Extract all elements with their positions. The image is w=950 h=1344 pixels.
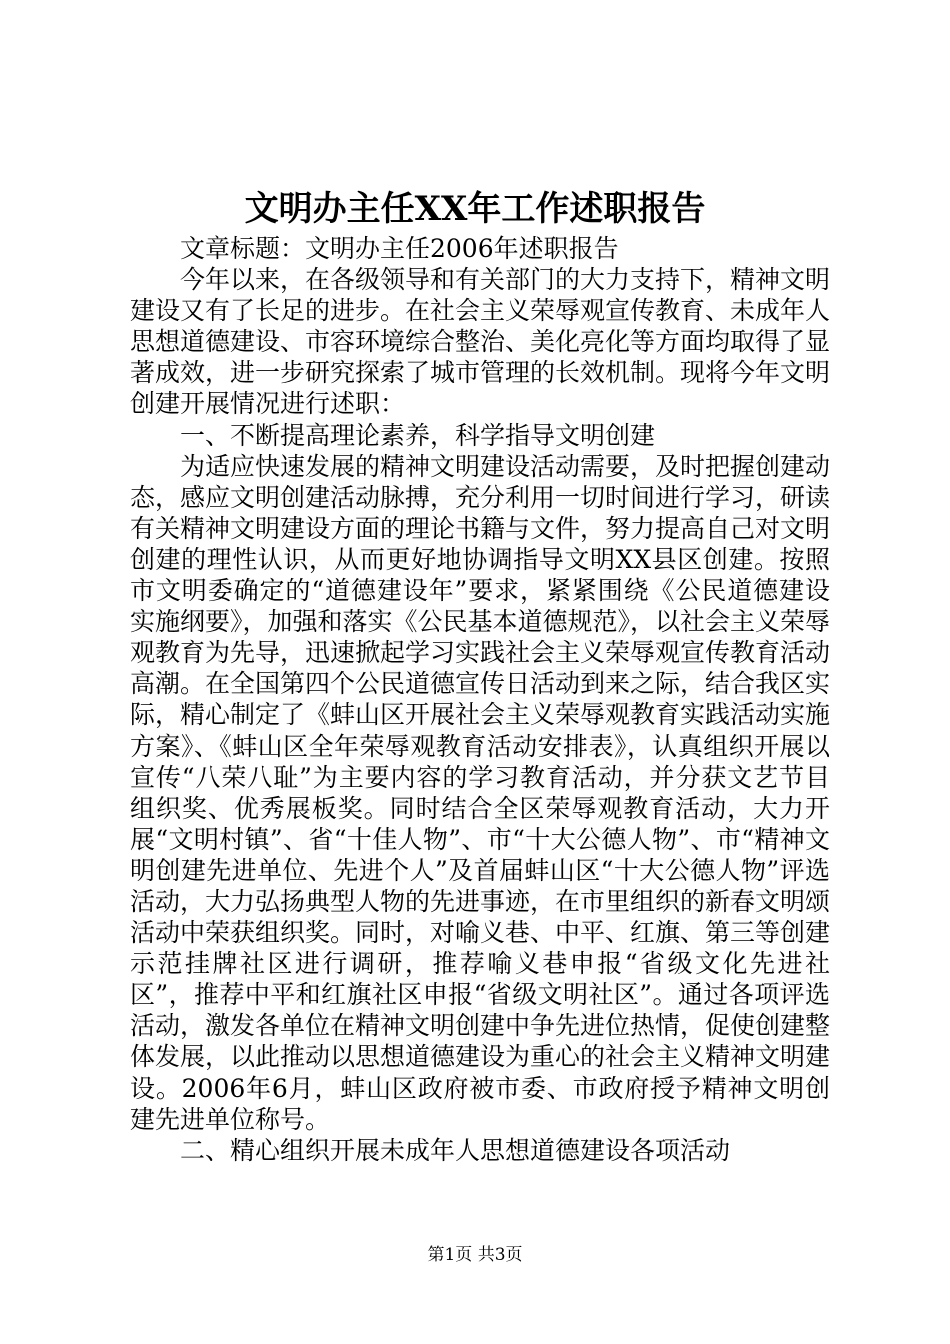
document-body: [130, 233, 830, 1166]
section-heading-1: 一、不断提高理论素养，科学指导文明创建: [180, 420, 656, 450]
section-heading-2: 二、精心组织开展未成年人思想道德建设各项活动: [180, 1135, 731, 1165]
page-footer: 第1页 共3页: [427, 1245, 523, 1265]
section-1-paragraph: 为适应快速发展的精神文明建设活动需要，及时把握创建动态，感应文明创建活动脉搏，充分利用一切时间进行学习，研读有关精神文明建设方面的理论书籍与文件，努力提高自己对文明创建的理性认识，从而更好地协调指导文明XX县区创建。按照市文明委确定的“道德建设年”要求，紧紧围绕《公民道德建设实施纲要》，加强和落实《公民基本道德规范》，以社会主义荣辱观教育为先导，迅速掀起学习实践社会主义荣辱观宣传教育活动高潮。在全国第四个公民道德宣传日活动到来之际，结合我区实际，精心制定了《蚌山区开展社会主义荣辱观教育实践活动实施方案》、《蚌山区全年荣辱观教育活动安排表》，认真组织开展以宣传“八荣八耻”为主要内容的学习教育活动，并分获文艺节目组织奖、优秀展板奖。同时结合全区荣辱观教育活动，大力开展“文明村镇”、省“十佳人物”、市“十大公德人物”、市“精神文明创建先进单位、先进个人”及首届蚌山区“十大公德人物”评选活动，大力弘扬典型人物的先进事迹，在市里组织的新春文明颂活动中荣获组织奖。同时，对喻义巷、中平、红旗、第三等创建示范挂牌社区进行调研，推荐喻义巷申报“省级文化先进社区”，推荐中平和红旗社区申报“省级文明社区”。通过各项评选活动，激发各单位在精神文明创建中争先进位热情，促使创建整体发展，以此推动以思想道德建设为重心的社会主义精神文明建设。2006年6月，蚌山区政府被市委、市政府授予精神文明创建先进单位称号。: [130, 451, 831, 1134]
intro-paragraph: 今年以来，在各级领导和有关部门的大力支持下，精神文明建设又有了长足的进步。在社会主义荣辱观宣传教育、未成年人思想道德建设、市容环境综合整治、美化亮化等方面均取得了显著成效，进一步研究探索了城市管理的长效机制。现将今年文明创建开展情况进行述职：: [130, 265, 831, 419]
document-title: 文明办主任XX年工作述职报告: [244, 189, 706, 229]
article-title-line: 文章标题：文明办主任2006年述职报告: [180, 234, 619, 263]
